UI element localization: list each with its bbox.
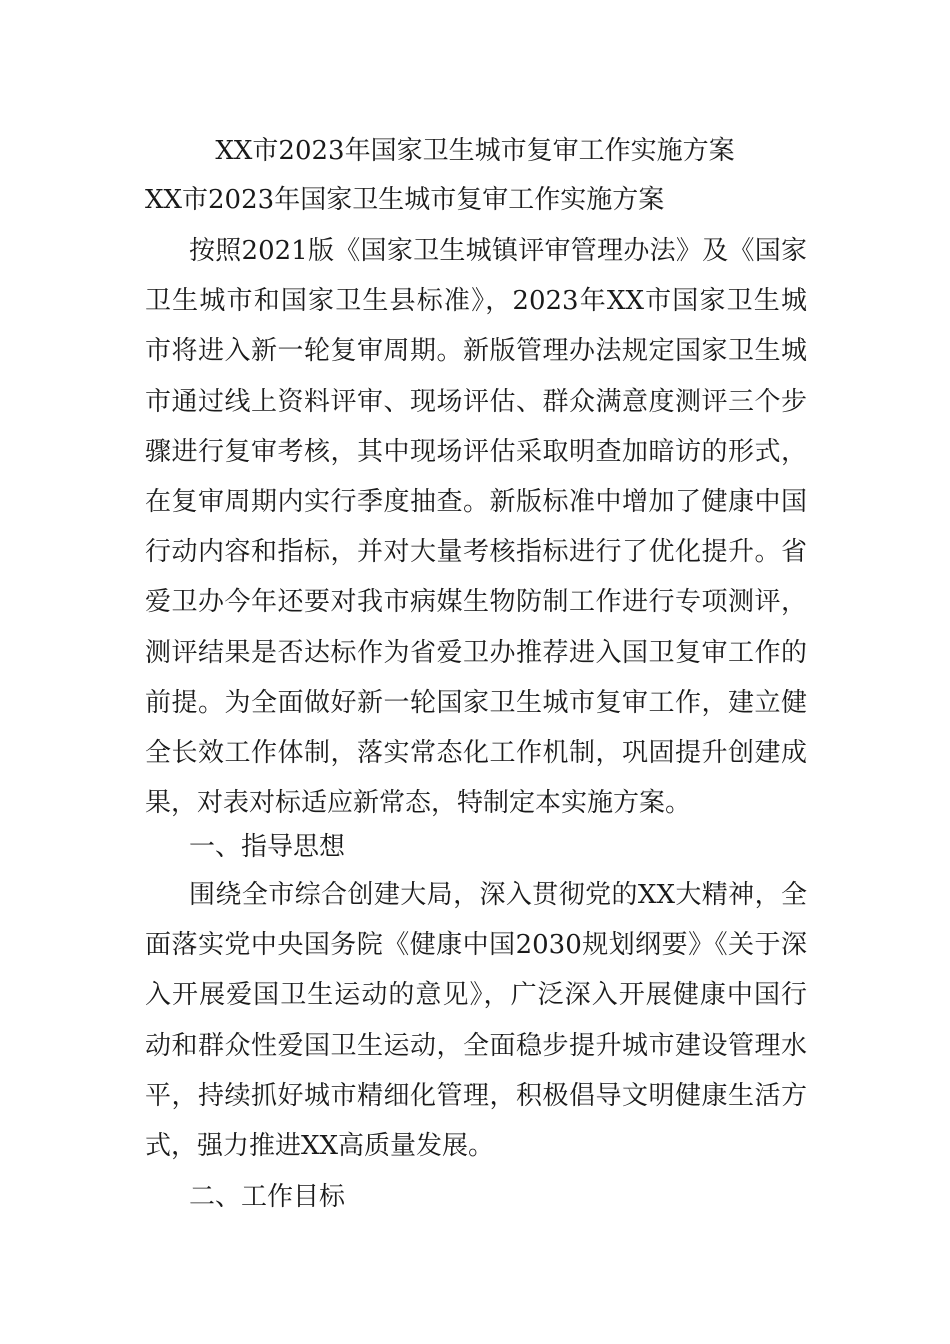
document-subtitle: XX市2023年国家卫生城市复审工作实施方案 bbox=[145, 185, 665, 215]
section-heading-work-goals: 二、工作目标 bbox=[189, 1182, 346, 1212]
document-title: XX市2023年国家卫生城市复审工作实施方案 bbox=[215, 136, 735, 166]
section-heading-guiding-ideology: 一、指导思想 bbox=[189, 832, 346, 862]
guiding-ideology-paragraph: 围绕全市综合创建大局，深入贯彻党的XX大精神，全面落实党中央国务院《健康中国2030规划纲要》《关于深入开展爱国卫生运动的意见》，广泛深入开展健康中国行动和群众性爱国卫生运动，全面稳步提升城市建设管理水平，持续抓好城市精细化管理，积极倡导文明健康生活方式，强力推进XX高质量发展。 bbox=[145, 880, 807, 1162]
intro-paragraph: 按照2021版《国家卫生城镇评审管理办法》及《国家卫生城市和国家卫生县标准》，2023年XX市国家卫生城市将进入新一轮复审周期。新版管理办法规定国家卫生城市通过线上资料评审、现场评估、群众满意度测评三个步骤进行复审考核，其中现场评估采取明查加暗访的形式，在复审周期内实行季度抽查。新版标准中增加了健康中国行动内容和指标，并对大量考核指标进行了优化提升。省爱卫办今年还要对我市病媒生物防制工作进行专项测评，测评结果是否达标作为省爱卫办推荐进入国卫复审工作的前提。为全面做好新一轮国家卫生城市复审工作，建立健全长效工作体制，落实常态化工作机制，巩固提升创建成果，对表对标适应新常态，特制定本实施方案。 bbox=[145, 236, 807, 819]
